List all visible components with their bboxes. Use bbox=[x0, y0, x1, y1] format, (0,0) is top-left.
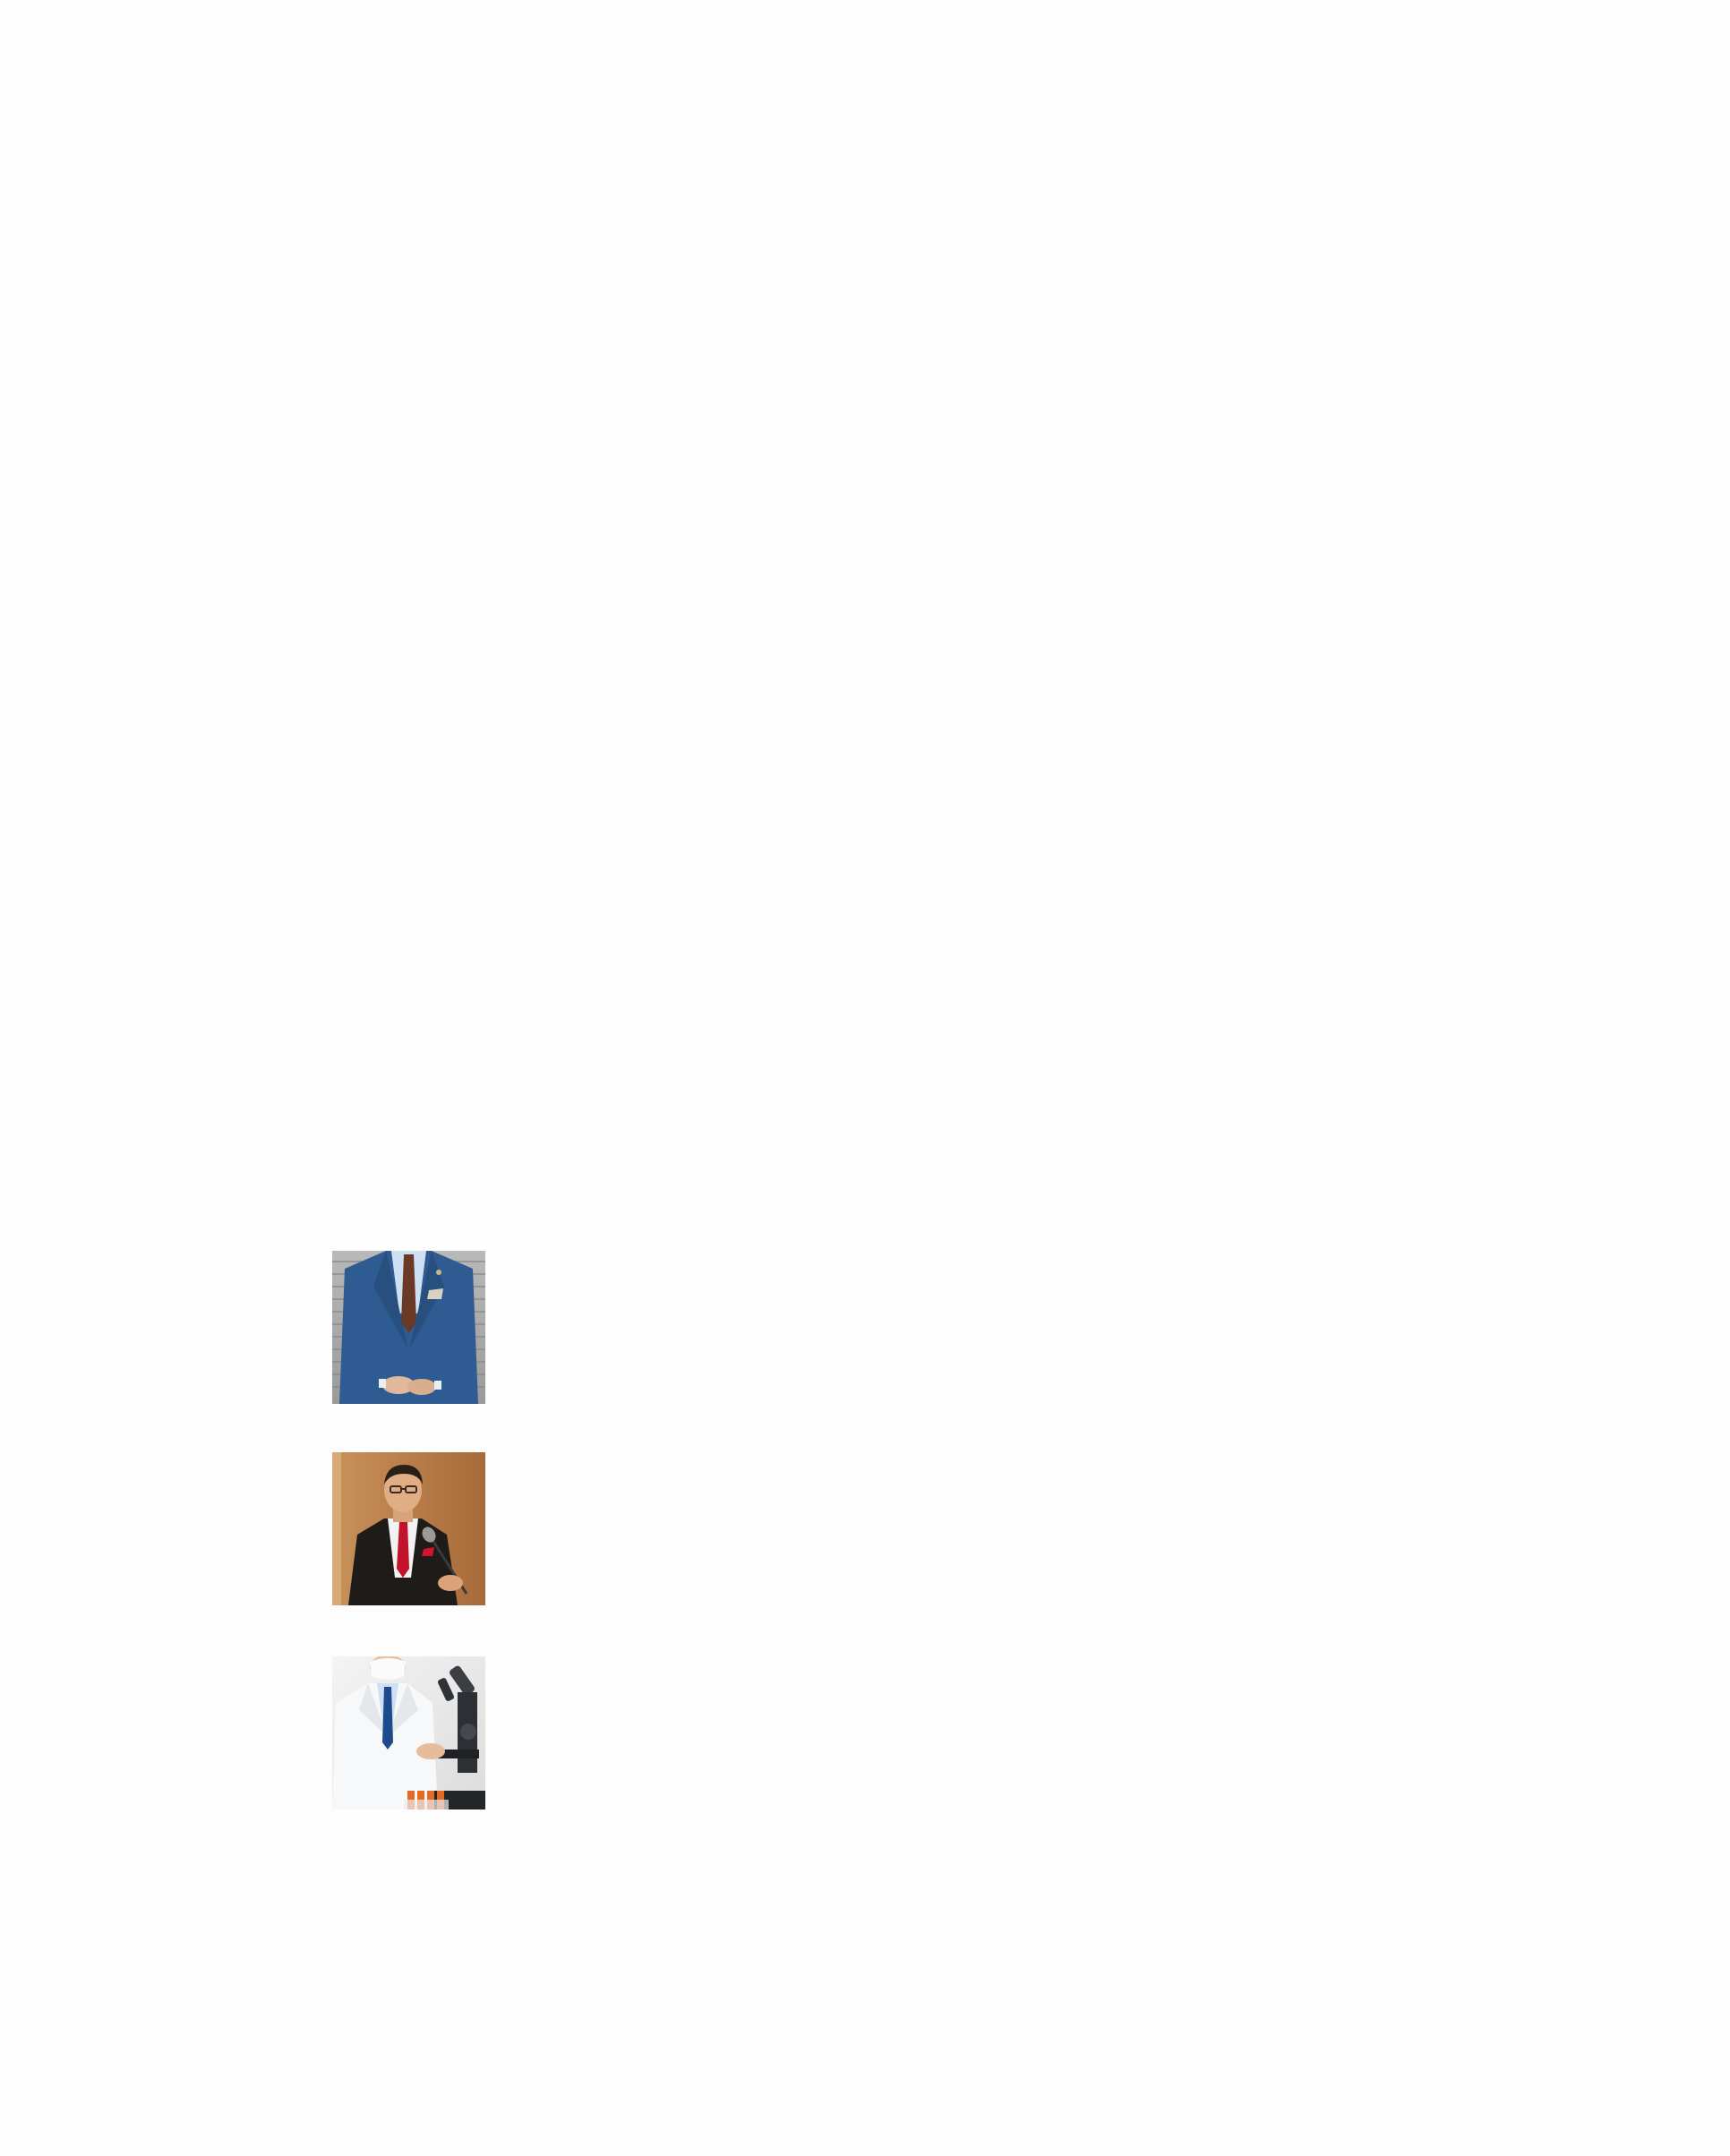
scientist-photo bbox=[332, 1656, 485, 1810]
suit-man-photo bbox=[332, 1251, 485, 1404]
thumbnail-speaker[interactable] bbox=[332, 1452, 485, 1605]
thumbnail-suit-man[interactable] bbox=[332, 1251, 485, 1404]
speaker-photo bbox=[332, 1452, 485, 1605]
thumbnail-scientist[interactable] bbox=[332, 1656, 485, 1810]
